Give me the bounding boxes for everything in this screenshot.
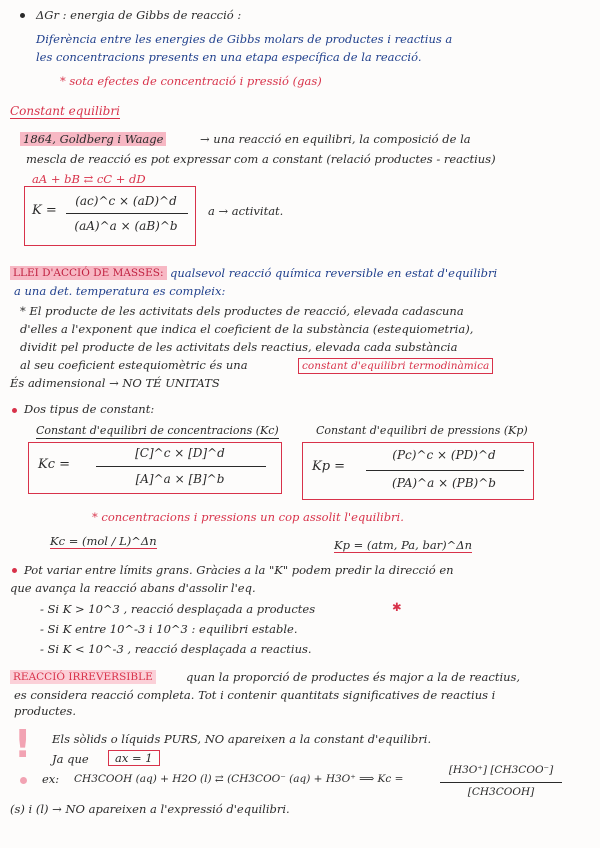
example-label: ex:: [42, 772, 60, 786]
example-kc-numerator: [H3O⁺] [CH3COO⁻]: [448, 764, 554, 776]
gibbs-note: * sota efectes de concentració i pressió (gas): [60, 74, 322, 88]
law-mass-action-tag: LLEI D'ACCIÓ DE MASSES:: [10, 266, 167, 280]
k-numerator: (ac)^c × (aD)^d: [75, 194, 177, 208]
exclamation-icon: !: [14, 722, 32, 766]
bullet-dot: [12, 568, 17, 573]
activity-one-box: ax = 1: [108, 750, 160, 766]
law-line6-highlight: constant d'equilibri termodinàmica: [298, 358, 493, 374]
history-line1: → una reacció en equilibri, la composició de la: [200, 132, 471, 146]
asterisk-mark: ✱: [392, 600, 402, 614]
history-tag: 1864, Goldberg i Waage: [20, 132, 166, 146]
kc-lhs: Kc =: [38, 457, 71, 472]
kc-units: Kc = (mol / L)^Δn: [50, 534, 157, 548]
section-title-constant: Constant equilibri: [10, 104, 120, 118]
example-fraction-line: [440, 782, 562, 783]
conc-pressure-note: * concentracions i pressions un cop assolit l'equilibri.: [92, 510, 404, 524]
law-line6: al seu coeficient estequiomètric és una: [20, 358, 248, 372]
law-line5: dividit pel producte de les activitats dels reactius, elevada cada substància: [20, 340, 458, 354]
bullet-dot: [12, 408, 17, 413]
gibbs-def-line2: les concentracions presents en una etapa específica de la reacció.: [36, 50, 422, 64]
because-label: Ja que: [52, 752, 89, 766]
kp-fraction-line: [366, 470, 524, 471]
irreversible-line1: quan la proporció de productes és major a la de reactius,: [186, 670, 521, 684]
case-mid-k: - Si K entre 10^-3 i 10^3 : equilibri estable.: [40, 622, 298, 636]
k-fraction-line: [66, 213, 188, 214]
range-line2: que avança la reacció abans d'assolir l'eq.: [10, 581, 256, 595]
example-equation: CH3COOH (aq) + H2O (l) ⇄ (CH3COO⁻ (aq) + H3O⁺ ⟹ Kc =: [74, 773, 404, 785]
kp-lhs: Kp =: [312, 459, 346, 474]
kc-denominator: [A]^a × [B]^b: [135, 472, 225, 486]
gibbs-title: ΔGr : energia de Gibbs de reacció :: [36, 8, 242, 22]
kp-title: Constant d'equilibri de pressions (Kp): [316, 424, 528, 437]
bullet-dot: [20, 13, 25, 18]
history-line2: mescla de reacció es pot expressar com a constant (relació productes - reactius): [26, 152, 496, 166]
kp-numerator: (Pc)^c × (PD)^d: [392, 448, 496, 462]
law-line2: a una det. temperatura es compleix:: [14, 284, 226, 298]
law-line7: És adimensional → NO TÉ UNITATS: [10, 376, 220, 390]
two-types-title: Dos tipus de constant:: [24, 402, 155, 416]
bullet-dot: [20, 777, 27, 784]
irreversible-line3: productes.: [14, 704, 76, 718]
gibbs-def-line1: Diferència entre les energies de Gibbs molars de productes i reactius a: [36, 32, 453, 46]
general-reaction: aA + bB ⇄ cC + dD: [32, 172, 146, 186]
states-note: (s) i (l) → NO apareixen a l'expressió d'equilibri.: [10, 802, 290, 816]
law-line4: d'elles a l'exponent que indica el coeficient de la substància (estequiometria),: [20, 322, 474, 336]
case-large-k: - Si K > 10^3 , reacció desplaçada a productes: [40, 602, 316, 616]
pure-solids-line: Els sòlids o líquids PURS, NO apareixen a la constant d'equilibri.: [52, 732, 432, 746]
irreversible-line2: es considera reacció completa. Tot i contenir quantitats significatives de reactius i: [14, 688, 496, 702]
case-small-k: - Si K < 10^-3 , reacció desplaçada a reactius.: [40, 642, 312, 656]
kc-fraction-line: [96, 466, 266, 467]
k-denominator: (aA)^a × (aB)^b: [74, 219, 178, 233]
kp-denominator: (PA)^a × (PB)^b: [392, 476, 496, 490]
range-line1: Pot variar entre límits grans. Gràcies a la "K" podem predir la direcció en: [24, 563, 454, 577]
irreversible-tag: REACCIÓ IRREVERSIBLE: [10, 670, 156, 684]
activity-note: a → activitat.: [208, 204, 284, 218]
example-kc-denominator: [CH3COOH]: [467, 786, 535, 798]
law-line3: * El producte de les activitats dels productes de reacció, elevada cadascuna: [20, 304, 464, 318]
law-line1: qualsevol reacció química reversible en estat d'equilibri: [170, 266, 498, 280]
kc-title: Constant d'equilibri de concentracions (Kc): [36, 424, 279, 437]
kp-units: Kp = (atm, Pa, bar)^Δn: [334, 538, 473, 552]
kc-numerator: [C]^c × [D]^d: [135, 446, 225, 460]
k-lhs: K =: [32, 203, 57, 218]
